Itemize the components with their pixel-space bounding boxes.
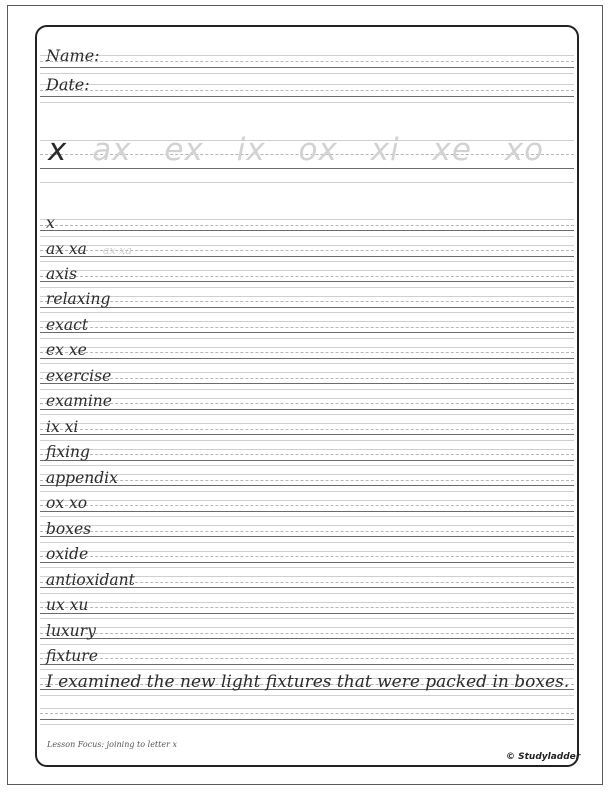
ruled-descender-line — [40, 440, 574, 441]
ruled-top-line — [40, 219, 574, 220]
practice-word: exercise — [46, 367, 112, 385]
ruled-descender-line — [40, 542, 574, 543]
practice-word: ox xo — [46, 494, 88, 512]
ruled-top-line — [40, 474, 574, 475]
ruled-top-line — [40, 449, 574, 450]
ruled-descender-line — [40, 618, 574, 619]
ruled-top-line — [40, 602, 574, 603]
practice-word: ax xa ax xa — [46, 240, 132, 258]
ruled-descender-line — [40, 491, 574, 492]
ruled-mid-line — [40, 352, 574, 353]
practice-word: ux xu — [46, 596, 89, 614]
ruled-descender-line — [40, 312, 574, 313]
trace-join: xe — [432, 132, 472, 168]
trace-join: xo — [504, 132, 545, 168]
ruled-descender-line — [40, 338, 574, 339]
ruled-top-line — [40, 270, 574, 271]
ruled-descender-line — [40, 724, 574, 725]
ruled-mid-line — [40, 531, 574, 532]
ruled-top-line — [40, 423, 574, 424]
practice-word: appendix — [46, 469, 118, 487]
ruled-mid-line — [40, 61, 574, 62]
ruled-base-line — [40, 638, 574, 639]
trace-join: ix — [236, 132, 266, 168]
ruled-mid-line — [40, 403, 574, 404]
ruled-mid-line — [40, 556, 574, 557]
ruled-base-line — [40, 230, 574, 231]
ruled-base-line — [40, 511, 574, 512]
ruled-top-line — [40, 84, 574, 85]
practice-word: relaxing — [46, 290, 111, 308]
ruled-base-line — [40, 536, 574, 537]
practice-word: exact — [46, 316, 89, 334]
ruled-descender-line — [40, 669, 574, 670]
ruled-mid-line — [40, 301, 574, 302]
trace-hint: ax xa — [102, 244, 132, 257]
practice-word: fixing — [46, 443, 90, 461]
ruled-top-line — [40, 551, 574, 552]
ruled-top-line — [40, 296, 574, 297]
ruled-base-line — [40, 307, 574, 308]
practice-word: ex xe — [46, 341, 87, 359]
ruled-mid-line — [40, 658, 574, 659]
practice-word: axis — [46, 265, 77, 283]
ruled-mid-line — [40, 480, 574, 481]
ruled-base-line — [40, 383, 574, 384]
ruled-top-line — [40, 55, 574, 56]
practice-word: luxury — [46, 622, 96, 640]
practice-word: boxes — [46, 520, 92, 538]
ruled-descender-line — [40, 236, 574, 237]
ruled-descender-line — [40, 182, 574, 183]
practice-word: ix xi — [46, 418, 79, 436]
ruled-descender-line — [40, 389, 574, 390]
ruled-descender-line — [40, 73, 574, 74]
ruled-base-line — [40, 332, 574, 333]
ruled-top-line — [40, 627, 574, 628]
ruled-descender-line — [40, 414, 574, 415]
ruled-mid-line — [40, 378, 574, 379]
ruled-top-line — [40, 372, 574, 373]
ruled-top-line — [40, 500, 574, 501]
ruled-mid-line — [40, 90, 574, 91]
ruled-top-line — [40, 347, 574, 348]
ruled-mid-line — [40, 225, 574, 226]
practice-word: oxide — [46, 545, 89, 563]
ruled-base-line — [40, 562, 574, 563]
ruled-top-line — [40, 321, 574, 322]
ruled-base-line — [40, 409, 574, 410]
ruled-mid-line — [40, 713, 574, 714]
ruled-mid-line — [40, 454, 574, 455]
ruled-base-line — [40, 613, 574, 614]
practice-word: antioxidant — [46, 571, 135, 589]
lesson-focus: Lesson Focus: joining to letter x — [47, 740, 177, 749]
practice-word: x — [46, 214, 55, 232]
trace-join: ex — [164, 132, 204, 168]
ruled-descender-line — [40, 644, 574, 645]
ruled-base-line — [40, 664, 574, 665]
practice-word: fixture — [46, 647, 98, 665]
ruled-descender-line — [40, 261, 574, 262]
ruled-base-line — [40, 460, 574, 461]
ruled-base-line — [40, 434, 574, 435]
ruled-descender-line — [40, 287, 574, 288]
copyright: © Studyladder — [506, 752, 581, 762]
ruled-mid-line — [40, 276, 574, 277]
ruled-mid-line — [40, 429, 574, 430]
ruled-descender-line — [40, 695, 574, 696]
ruled-mid-line — [40, 607, 574, 608]
ruled-base-line — [40, 719, 574, 720]
ruled-descender-line — [40, 567, 574, 568]
practice-word: examine — [46, 392, 112, 410]
ruled-mid-line — [40, 327, 574, 328]
ruled-base-line — [40, 168, 574, 169]
letter-practice-row — [48, 132, 566, 168]
name-label: Name: — [46, 46, 100, 65]
ruled-mid-line — [40, 633, 574, 634]
ruled-descender-line — [40, 102, 574, 103]
date-label: Date: — [46, 75, 90, 94]
ruled-base-line — [40, 96, 574, 97]
ruled-descender-line — [40, 363, 574, 364]
ruled-top-line — [40, 398, 574, 399]
ruled-base-line — [40, 281, 574, 282]
ruled-mid-line — [40, 505, 574, 506]
ruled-top-line — [40, 708, 574, 709]
ruled-top-line — [40, 653, 574, 654]
ruled-base-line — [40, 67, 574, 68]
ruled-base-line — [40, 358, 574, 359]
trace-join: ox — [298, 132, 338, 168]
ruled-base-line — [40, 485, 574, 486]
ruled-descender-line — [40, 465, 574, 466]
ruled-top-line — [40, 525, 574, 526]
ruled-descender-line — [40, 516, 574, 517]
ruled-descender-line — [40, 593, 574, 594]
practice-letter: x — [48, 132, 68, 168]
trace-join: ax — [92, 132, 132, 168]
trace-join: xi — [370, 132, 400, 168]
practice-sentence: I examined the new light fixtures that were packed in boxes. — [46, 672, 570, 692]
